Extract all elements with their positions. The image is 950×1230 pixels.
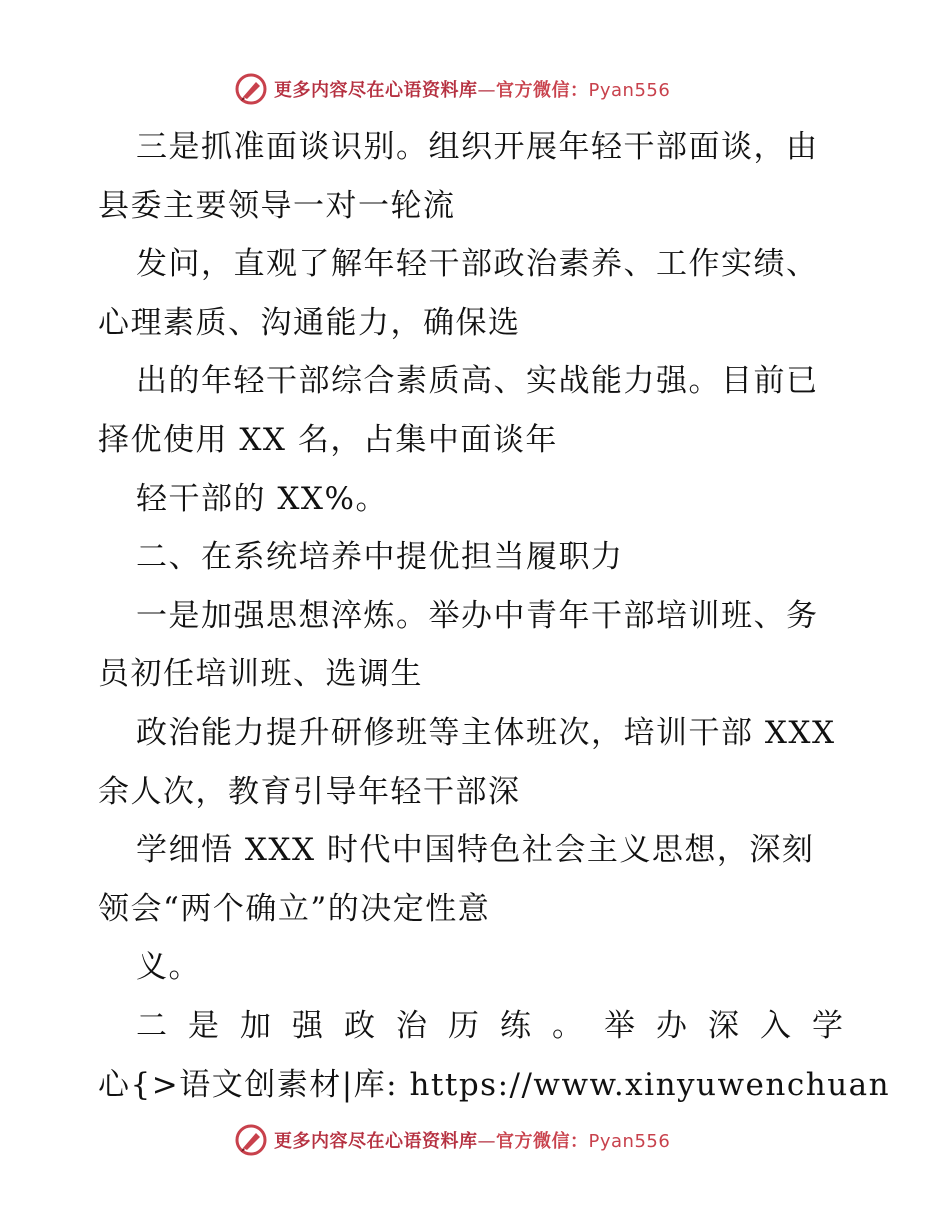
- watermark-text: [274, 76, 670, 102]
- watermark-brand: 更多内容尽在心语资料库: [274, 1131, 478, 1152]
- watermark-separator: —: [477, 80, 496, 101]
- text-line: 员初任培训班、选调生: [98, 656, 423, 693]
- watermark-brand: 更多内容尽在心语资料库: [274, 80, 478, 101]
- watermark-id: Pyan556: [588, 80, 671, 101]
- pen-logo-icon: [234, 72, 268, 106]
- text-line: 义。: [136, 949, 201, 986]
- text-line: 心理素质、沟通能力，确保选: [98, 304, 521, 341]
- text-line: 余人次，教育引导年轻干部深: [98, 773, 521, 810]
- text-line: 学细悟 XXX 时代中国特色社会主义思想，深刻: [136, 832, 815, 869]
- header-watermark: [234, 71, 670, 107]
- watermark-text: [274, 1127, 670, 1153]
- text-line: 发问，直观了解年轻干部政治素养、工作实绩、: [136, 246, 819, 283]
- text-line: 县委主要领导一对一轮流: [98, 187, 456, 224]
- text-line: 择优使用 XX 名，占集中面谈年: [98, 421, 558, 458]
- watermark-label: 官方微信：: [496, 1131, 589, 1152]
- text-line: 轻干部的 XX%。: [136, 480, 388, 517]
- pen-logo-icon: [234, 1123, 268, 1157]
- text-line: 政治能力提升研修班等主体班次，培训干部 XXX: [136, 714, 836, 751]
- text-line: 出的年轻干部综合素质高、实战能力强。目前已: [136, 363, 819, 400]
- watermark-label: 官方微信：: [496, 80, 589, 101]
- text-line: 三是抓准面谈识别。组织开展年轻干部面谈，由: [136, 129, 819, 165]
- text-line: 领会“两个确立”的决定性意: [98, 890, 491, 927]
- text-line: 二是加强政治历练。举办深入学: [136, 1007, 864, 1044]
- document-body: [98, 118, 891, 1114]
- watermark-id: Pyan556: [588, 1131, 671, 1152]
- section-heading: 二、在系统培养中提优担当履职力: [136, 539, 624, 576]
- watermark-separator: —: [477, 1131, 496, 1152]
- text-line: 一是加强思想淬炼。举办中青年干部培训班、务: [136, 597, 819, 634]
- footer-watermark: [234, 1122, 670, 1158]
- source-link-line: 心{>语文创素材|库: https://www.xinyuwenchuan: [98, 1066, 891, 1103]
